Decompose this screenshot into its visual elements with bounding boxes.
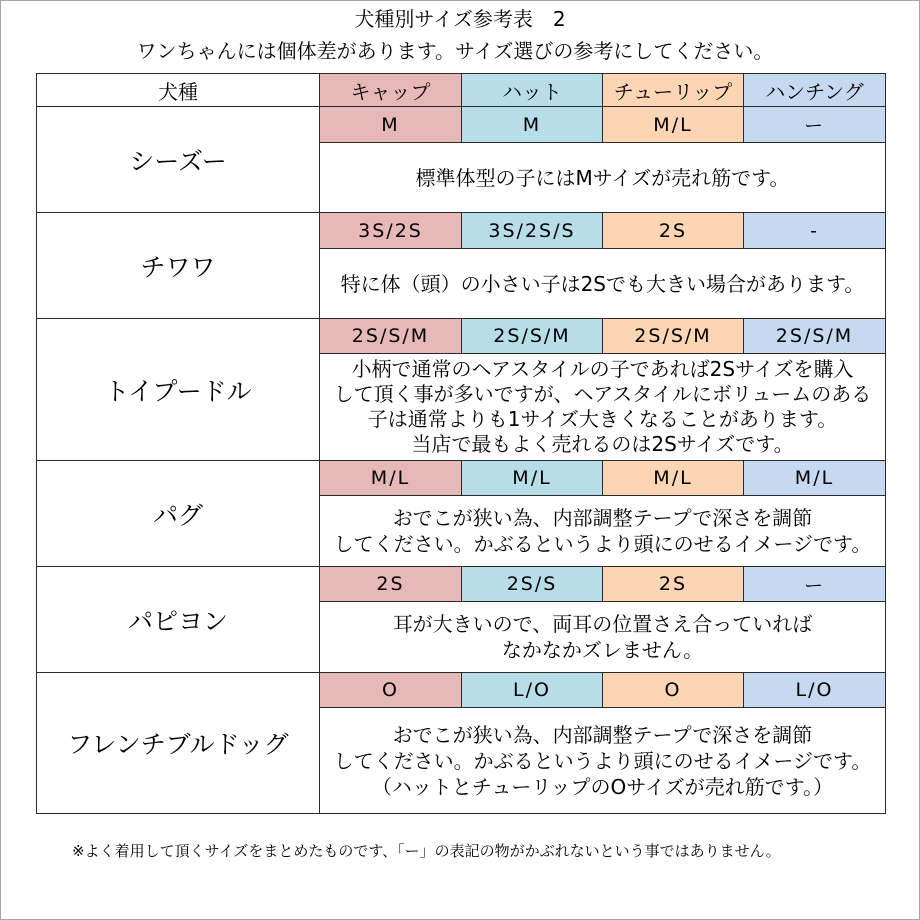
note-line: 耳が大きいので、両耳の位置さえ合っていれば <box>392 612 813 636</box>
size-reference-table <box>36 73 886 814</box>
note-line: 特に体（頭）の小さい子は2Sでも大きい場合があります。 <box>340 271 865 296</box>
size-cap: 3S/2S <box>320 213 462 249</box>
note-line: 小柄で通常のヘアスタイルの子であれば2Sサイズを購入 <box>351 357 854 381</box>
size-hat: M <box>462 107 603 143</box>
page-title: 犬種別サイズ参考表 2 <box>354 7 566 31</box>
header-breed: 犬種 <box>37 74 320 107</box>
size-tulip: 2S <box>603 567 744 602</box>
breed-name: シーズー <box>37 107 320 213</box>
size-hat: 2S/S/M <box>462 319 603 354</box>
size-hunting: - <box>744 213 886 249</box>
size-tulip: 2S/S/M <box>603 319 744 354</box>
note-line: してください。かぶるというより頭にのせるイメージです。 <box>333 532 872 556</box>
page-subtitle: ワンちゃんには個体差があります。サイズ選びの参考にしてください。 <box>136 39 774 63</box>
note-line: おでこが狭い為、内部調整テープで深さを調節 <box>392 506 813 530</box>
breed-name: チワワ <box>37 213 320 319</box>
table-row <box>37 213 886 249</box>
header-hunting: ハンチング <box>744 74 886 107</box>
note-line: して頂く事が多いですが、ヘアスタイルにボリュームのある <box>333 382 872 406</box>
table-row <box>37 673 886 708</box>
breed-name: フレンチブルドッグ <box>37 673 320 814</box>
table-row <box>37 567 886 602</box>
note-line: おでこが狭い為、内部調整テープで深さを調節 <box>392 722 813 747</box>
size-tulip: M/L <box>603 461 744 496</box>
breed-note <box>320 143 886 213</box>
header-tulip: チューリップ <box>603 74 744 107</box>
breed-note <box>320 602 886 673</box>
table-row <box>37 319 886 354</box>
size-hat: L/O <box>462 673 603 708</box>
size-hunting: L/O <box>744 673 886 708</box>
breed-note <box>320 249 886 319</box>
size-tulip: 2S <box>603 213 744 249</box>
breed-note <box>320 496 886 567</box>
size-hat: 2S/S <box>462 567 603 602</box>
footnote: ※よく着用して頂くサイズをまとめたものです、「ー」の表記の物がかぶれないという事ではありません。 <box>72 842 781 860</box>
size-hunting: 2S/S/M <box>744 319 886 354</box>
size-hat: 3S/2S/S <box>462 213 603 249</box>
breed-note <box>320 708 886 814</box>
breed-name: パグ <box>37 461 320 567</box>
table-header-row <box>37 74 886 107</box>
size-hat: M/L <box>462 461 603 496</box>
note-line: してください。かぶるというより頭にのせるイメージです。 <box>333 748 872 773</box>
note-line: なかなかズレません。 <box>501 638 704 662</box>
note-line: 標準体型の子にはMサイズが売れ筋です。 <box>415 165 790 190</box>
breed-note <box>320 354 886 461</box>
breed-name: トイプードル <box>37 319 320 461</box>
note-line: 子は通常よりも1サイズ大きくなることがあります。 <box>367 407 838 431</box>
note-line: 当店で最もよく売れるのは2Sサイズです。 <box>411 432 794 456</box>
size-cap: M <box>320 107 462 143</box>
table-row <box>37 461 886 496</box>
size-hunting: M/L <box>744 461 886 496</box>
size-hunting: ー <box>744 107 886 143</box>
size-tulip: O <box>603 673 744 708</box>
header-hat: ハット <box>462 74 603 107</box>
breed-name: パピヨン <box>37 567 320 673</box>
note-line: （ハットとチューリップのOサイズが売れ筋です。） <box>371 774 834 799</box>
size-cap: 2S/S/M <box>320 319 462 354</box>
size-cap: M/L <box>320 461 462 496</box>
size-cap: 2S <box>320 567 462 602</box>
size-hunting: ー <box>744 567 886 602</box>
size-cap: O <box>320 673 462 708</box>
size-tulip: M/L <box>603 107 744 143</box>
table-row <box>37 107 886 143</box>
header-cap: キャップ <box>320 74 462 107</box>
